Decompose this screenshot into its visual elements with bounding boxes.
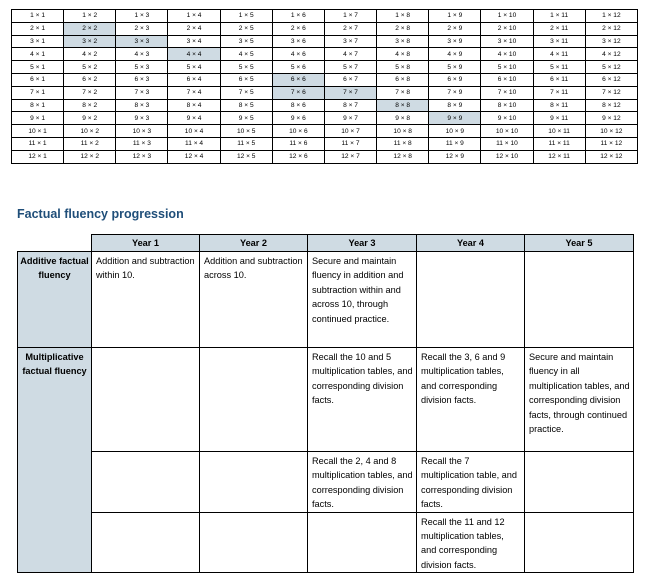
grid-cell: 7 × 10 <box>481 86 533 99</box>
grid-cell: 8 × 12 <box>585 99 637 112</box>
grid-cell: 1 × 2 <box>64 10 116 23</box>
grid-cell: 9 × 4 <box>168 112 220 125</box>
grid-cell: 10 × 8 <box>377 125 429 138</box>
grid-cell: 7 × 2 <box>64 86 116 99</box>
grid-cell: 5 × 7 <box>324 61 376 74</box>
table-cell <box>525 512 634 573</box>
grid-cell: 8 × 7 <box>324 99 376 112</box>
grid-cell: 3 × 1 <box>12 35 64 48</box>
grid-cell: 11 × 1 <box>12 137 64 150</box>
grid-cell: 1 × 1 <box>12 10 64 23</box>
header-row <box>18 235 634 252</box>
grid-cell: 6 × 5 <box>220 73 272 86</box>
grid-cell: 5 × 3 <box>116 61 168 74</box>
grid-cell: 12 × 3 <box>116 150 168 163</box>
grid-cell: 2 × 10 <box>481 22 533 35</box>
grid-row <box>12 10 638 23</box>
column-header: Year 3 <box>308 235 417 252</box>
grid-cell: 12 × 12 <box>585 150 637 163</box>
grid-cell: 9 × 10 <box>481 112 533 125</box>
grid-cell: 3 × 8 <box>377 35 429 48</box>
table-cell: Addition and subtraction across 10. <box>200 252 308 348</box>
grid-cell: 7 × 5 <box>220 86 272 99</box>
table-cell <box>200 348 308 452</box>
table-cell <box>200 452 308 513</box>
grid-cell: 8 × 3 <box>116 99 168 112</box>
grid-cell: 4 × 8 <box>377 48 429 61</box>
grid-cell: 5 × 5 <box>220 61 272 74</box>
grid-cell: 8 × 1 <box>12 99 64 112</box>
grid-cell: 4 × 3 <box>116 48 168 61</box>
grid-cell: 6 × 3 <box>116 73 168 86</box>
corner-cell <box>18 235 92 252</box>
grid-cell: 9 × 2 <box>64 112 116 125</box>
grid-cell: 12 × 4 <box>168 150 220 163</box>
multiplication-grid <box>11 9 638 164</box>
grid-cell: 9 × 11 <box>533 112 585 125</box>
grid-cell: 2 × 12 <box>585 22 637 35</box>
progression-table <box>17 234 634 573</box>
table-cell: Recall the 2, 4 and 8 multiplication tables, and corresponding division facts. <box>308 452 417 513</box>
grid-cell: 2 × 9 <box>429 22 481 35</box>
grid-cell: 6 × 2 <box>64 73 116 86</box>
grid-cell: 9 × 8 <box>377 112 429 125</box>
grid-cell: 11 × 12 <box>585 137 637 150</box>
table-cell: Recall the 10 and 5 multiplication tables, and corresponding division facts. <box>308 348 417 452</box>
table-cell <box>417 252 525 348</box>
table-cell <box>200 512 308 573</box>
grid-cell: 9 × 9 <box>429 112 481 125</box>
grid-cell: 12 × 2 <box>64 150 116 163</box>
grid-row <box>12 112 638 125</box>
grid-cell: 7 × 8 <box>377 86 429 99</box>
table-cell <box>308 512 417 573</box>
grid-cell: 9 × 7 <box>324 112 376 125</box>
grid-cell: 4 × 7 <box>324 48 376 61</box>
grid-cell: 12 × 6 <box>272 150 324 163</box>
grid-cell: 12 × 10 <box>481 150 533 163</box>
grid-cell: 10 × 10 <box>481 125 533 138</box>
grid-cell: 3 × 2 <box>64 35 116 48</box>
column-header: Year 4 <box>417 235 525 252</box>
grid-cell: 11 × 9 <box>429 137 481 150</box>
column-header: Year 1 <box>92 235 200 252</box>
grid-cell: 2 × 2 <box>64 22 116 35</box>
column-header: Year 2 <box>200 235 308 252</box>
grid-cell: 2 × 4 <box>168 22 220 35</box>
grid-cell: 2 × 11 <box>533 22 585 35</box>
table-row <box>18 252 634 348</box>
grid-cell: 3 × 9 <box>429 35 481 48</box>
grid-cell: 6 × 10 <box>481 73 533 86</box>
grid-cell: 3 × 6 <box>272 35 324 48</box>
table-cell <box>525 252 634 348</box>
grid-cell: 11 × 10 <box>481 137 533 150</box>
grid-cell: 9 × 5 <box>220 112 272 125</box>
grid-cell: 11 × 8 <box>377 137 429 150</box>
grid-cell: 8 × 4 <box>168 99 220 112</box>
grid-cell: 1 × 7 <box>324 10 376 23</box>
grid-cell: 9 × 6 <box>272 112 324 125</box>
column-header: Year 5 <box>525 235 634 252</box>
grid-cell: 12 × 8 <box>377 150 429 163</box>
grid-cell: 1 × 12 <box>585 10 637 23</box>
grid-cell: 2 × 5 <box>220 22 272 35</box>
grid-cell: 3 × 10 <box>481 35 533 48</box>
table-cell: Recall the 7 multiplication table, and corresponding division facts. <box>417 452 525 513</box>
grid-cell: 4 × 11 <box>533 48 585 61</box>
grid-row <box>12 48 638 61</box>
grid-row <box>12 137 638 150</box>
grid-cell: 12 × 9 <box>429 150 481 163</box>
table-cell: Addition and subtraction within 10. <box>92 252 200 348</box>
grid-cell: 10 × 4 <box>168 125 220 138</box>
grid-cell: 10 × 2 <box>64 125 116 138</box>
grid-cell: 7 × 12 <box>585 86 637 99</box>
grid-cell: 6 × 1 <box>12 73 64 86</box>
grid-cell: 10 × 9 <box>429 125 481 138</box>
grid-cell: 8 × 2 <box>64 99 116 112</box>
grid-cell: 8 × 10 <box>481 99 533 112</box>
grid-cell: 10 × 6 <box>272 125 324 138</box>
table-row <box>18 348 634 452</box>
grid-cell: 6 × 9 <box>429 73 481 86</box>
grid-cell: 11 × 6 <box>272 137 324 150</box>
grid-cell: 5 × 12 <box>585 61 637 74</box>
row-header: Additive factual fluency <box>18 252 92 348</box>
section-heading: Factual fluency progression <box>17 207 184 221</box>
grid-cell: 9 × 1 <box>12 112 64 125</box>
grid-cell: 8 × 9 <box>429 99 481 112</box>
grid-cell: 5 × 11 <box>533 61 585 74</box>
grid-row <box>12 61 638 74</box>
table-cell: Secure and maintain fluency in addition and subtraction within and across 10, through continued practice. <box>308 252 417 348</box>
table-cell: Recall the 11 and 12 multiplication tables, and corresponding division facts. <box>417 512 525 573</box>
grid-cell: 7 × 4 <box>168 86 220 99</box>
grid-row <box>12 150 638 163</box>
grid-cell: 1 × 10 <box>481 10 533 23</box>
grid-cell: 2 × 7 <box>324 22 376 35</box>
grid-cell: 4 × 2 <box>64 48 116 61</box>
table-cell <box>92 512 200 573</box>
grid-cell: 1 × 11 <box>533 10 585 23</box>
grid-cell: 1 × 4 <box>168 10 220 23</box>
grid-cell: 3 × 7 <box>324 35 376 48</box>
table-row <box>18 512 634 573</box>
grid-cell: 1 × 9 <box>429 10 481 23</box>
grid-row <box>12 35 638 48</box>
grid-cell: 10 × 11 <box>533 125 585 138</box>
table-cell: Secure and maintain fluency in all multiplication tables, and corresponding division facts, through continued practice. <box>525 348 634 452</box>
grid-cell: 4 × 10 <box>481 48 533 61</box>
table-row <box>18 452 634 513</box>
grid-cell: 11 × 7 <box>324 137 376 150</box>
grid-cell: 5 × 4 <box>168 61 220 74</box>
row-header: Multiplicative factual fluency <box>18 348 92 573</box>
grid-cell: 3 × 4 <box>168 35 220 48</box>
grid-cell: 12 × 11 <box>533 150 585 163</box>
grid-cell: 5 × 10 <box>481 61 533 74</box>
grid-cell: 5 × 6 <box>272 61 324 74</box>
grid-cell: 11 × 3 <box>116 137 168 150</box>
grid-row <box>12 99 638 112</box>
grid-cell: 10 × 7 <box>324 125 376 138</box>
grid-cell: 1 × 3 <box>116 10 168 23</box>
grid-cell: 4 × 12 <box>585 48 637 61</box>
grid-cell: 2 × 1 <box>12 22 64 35</box>
grid-row <box>12 86 638 99</box>
table-cell <box>92 452 200 513</box>
grid-cell: 8 × 11 <box>533 99 585 112</box>
grid-cell: 12 × 7 <box>324 150 376 163</box>
grid-cell: 6 × 6 <box>272 73 324 86</box>
grid-row <box>12 22 638 35</box>
table-cell <box>525 452 634 513</box>
grid-cell: 7 × 3 <box>116 86 168 99</box>
grid-cell: 8 × 6 <box>272 99 324 112</box>
grid-cell: 5 × 8 <box>377 61 429 74</box>
grid-cell: 11 × 5 <box>220 137 272 150</box>
grid-cell: 7 × 9 <box>429 86 481 99</box>
table-cell: Recall the 3, 6 and 9 multiplication tables, and corresponding division facts. <box>417 348 525 452</box>
grid-cell: 6 × 7 <box>324 73 376 86</box>
grid-cell: 7 × 11 <box>533 86 585 99</box>
grid-cell: 2 × 8 <box>377 22 429 35</box>
grid-row <box>12 73 638 86</box>
grid-cell: 4 × 5 <box>220 48 272 61</box>
grid-cell: 8 × 8 <box>377 99 429 112</box>
grid-cell: 11 × 11 <box>533 137 585 150</box>
grid-cell: 3 × 3 <box>116 35 168 48</box>
grid-cell: 10 × 1 <box>12 125 64 138</box>
grid-cell: 1 × 8 <box>377 10 429 23</box>
grid-cell: 3 × 12 <box>585 35 637 48</box>
grid-cell: 12 × 1 <box>12 150 64 163</box>
grid-cell: 7 × 6 <box>272 86 324 99</box>
grid-cell: 11 × 2 <box>64 137 116 150</box>
grid-row <box>12 125 638 138</box>
table-cell <box>92 348 200 452</box>
grid-cell: 3 × 5 <box>220 35 272 48</box>
grid-cell: 6 × 11 <box>533 73 585 86</box>
grid-cell: 11 × 4 <box>168 137 220 150</box>
grid-cell: 6 × 8 <box>377 73 429 86</box>
grid-cell: 10 × 3 <box>116 125 168 138</box>
grid-cell: 3 × 11 <box>533 35 585 48</box>
grid-cell: 12 × 5 <box>220 150 272 163</box>
grid-cell: 5 × 1 <box>12 61 64 74</box>
grid-cell: 7 × 1 <box>12 86 64 99</box>
grid-cell: 8 × 5 <box>220 99 272 112</box>
grid-cell: 4 × 1 <box>12 48 64 61</box>
grid-cell: 7 × 7 <box>324 86 376 99</box>
grid-cell: 2 × 6 <box>272 22 324 35</box>
grid-cell: 1 × 5 <box>220 10 272 23</box>
grid-cell: 9 × 12 <box>585 112 637 125</box>
grid-cell: 5 × 9 <box>429 61 481 74</box>
grid-cell: 6 × 4 <box>168 73 220 86</box>
grid-cell: 4 × 6 <box>272 48 324 61</box>
grid-cell: 10 × 5 <box>220 125 272 138</box>
grid-cell: 4 × 4 <box>168 48 220 61</box>
grid-cell: 10 × 12 <box>585 125 637 138</box>
grid-cell: 4 × 9 <box>429 48 481 61</box>
grid-cell: 5 × 2 <box>64 61 116 74</box>
grid-cell: 1 × 6 <box>272 10 324 23</box>
grid-cell: 2 × 3 <box>116 22 168 35</box>
grid-cell: 9 × 3 <box>116 112 168 125</box>
grid-cell: 6 × 12 <box>585 73 637 86</box>
